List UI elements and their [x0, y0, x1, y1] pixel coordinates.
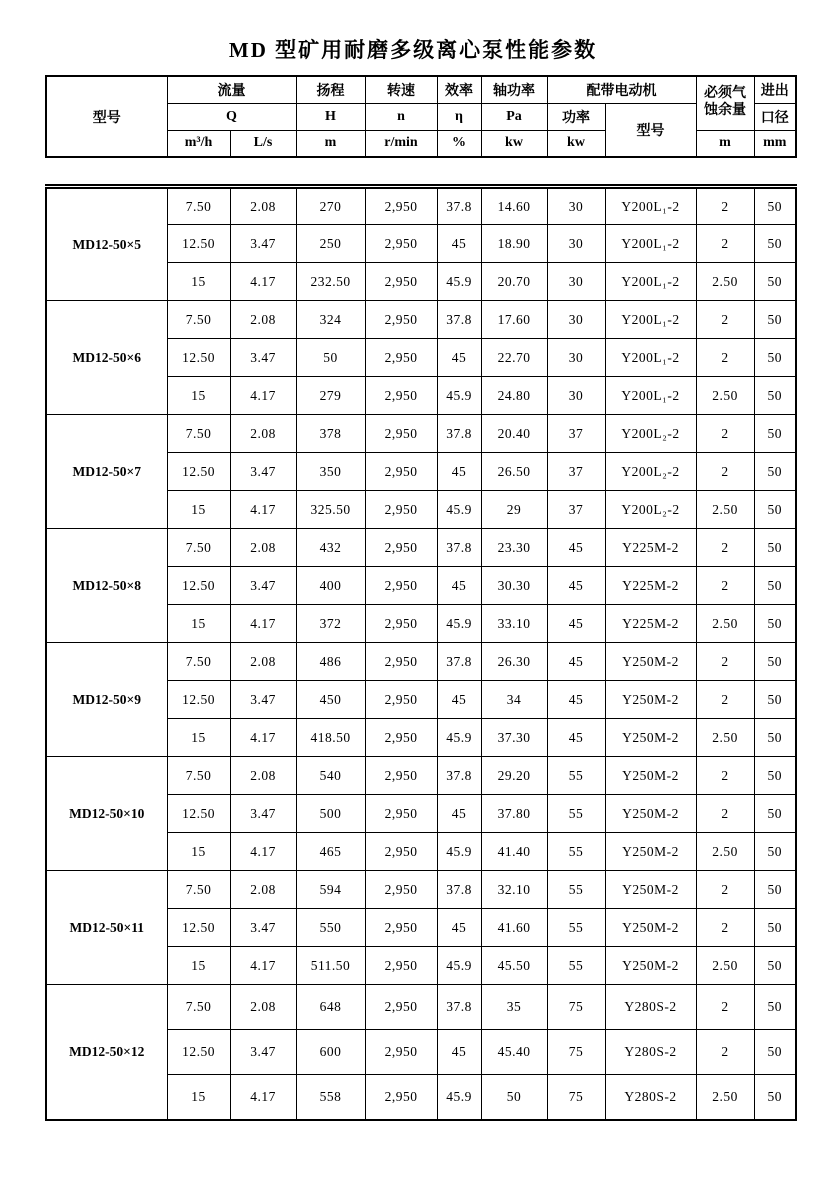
col-header-npsh	[696, 76, 754, 130]
col-header-motor-power: 功率	[547, 103, 605, 130]
cell-port-mm: 50	[754, 947, 796, 985]
cell-speed-rpm: 2,950	[365, 377, 437, 415]
cell-npsh-m: 2	[696, 529, 754, 567]
cell-speed-rpm: 2,950	[365, 909, 437, 947]
cell-npsh-m: 2.50	[696, 263, 754, 301]
col-header-flow: 流量	[167, 76, 296, 103]
cell-speed-rpm: 2,950	[365, 1075, 437, 1120]
cell-flow-m3h: 7.50	[167, 415, 230, 453]
cell-efficiency-pct: 45.9	[437, 377, 481, 415]
cell-motor-model: Y200L₁-2	[605, 263, 696, 301]
cell-npsh-m: 2	[696, 985, 754, 1030]
cell-efficiency-pct: 45	[437, 453, 481, 491]
unit-npsh-m: m	[696, 130, 754, 157]
cell-head-m: 350	[296, 453, 365, 491]
col-header-shaft-power: 轴功率	[481, 76, 547, 103]
cell-head-m: 232.50	[296, 263, 365, 301]
cell-port-mm: 50	[754, 757, 796, 795]
cell-speed-rpm: 2,950	[365, 947, 437, 985]
cell-npsh-m: 2.50	[696, 947, 754, 985]
cell-motor-model: Y200L₂-2	[605, 453, 696, 491]
cell-speed-rpm: 2,950	[365, 567, 437, 605]
cell-port-mm: 50	[754, 377, 796, 415]
cell-npsh-m: 2	[696, 225, 754, 263]
cell-shaft-power-kw: 22.70	[481, 339, 547, 377]
cell-efficiency-pct: 45	[437, 909, 481, 947]
cell-motor-model: Y250M-2	[605, 719, 696, 757]
col-header-motor: 配带电动机	[547, 76, 696, 103]
cell-motor-power-kw: 37	[547, 491, 605, 529]
table-row	[46, 985, 796, 1030]
cell-flow-ls: 3.47	[230, 795, 296, 833]
table-row	[46, 529, 796, 567]
col-header-pump-model: 型号	[46, 76, 167, 157]
cell-head-m: 418.50	[296, 719, 365, 757]
cell-shaft-power-kw: 20.70	[481, 263, 547, 301]
cell-flow-ls: 2.08	[230, 415, 296, 453]
cell-flow-ls: 2.08	[230, 643, 296, 681]
cell-speed-rpm: 2,950	[365, 833, 437, 871]
cell-speed-rpm: 2,950	[365, 491, 437, 529]
cell-npsh-m: 2	[696, 187, 754, 225]
cell-flow-m3h: 15	[167, 491, 230, 529]
cell-motor-model: Y250M-2	[605, 795, 696, 833]
cell-shaft-power-kw: 34	[481, 681, 547, 719]
cell-flow-m3h: 7.50	[167, 187, 230, 225]
npsh-label-line2: 蚀余量	[704, 103, 746, 119]
data-table	[45, 184, 797, 1121]
cell-motor-model: Y280S-2	[605, 1075, 696, 1120]
cell-speed-rpm: 2,950	[365, 301, 437, 339]
cell-flow-m3h: 12.50	[167, 795, 230, 833]
cell-npsh-m: 2	[696, 301, 754, 339]
cell-npsh-m: 2.50	[696, 719, 754, 757]
cell-head-m: 600	[296, 1030, 365, 1075]
cell-flow-ls: 4.17	[230, 605, 296, 643]
cell-shaft-power-kw: 41.40	[481, 833, 547, 871]
col-header-port-line2: 口径	[754, 103, 796, 130]
cell-port-mm: 50	[754, 909, 796, 947]
cell-flow-ls: 2.08	[230, 985, 296, 1030]
cell-motor-model: Y200L₁-2	[605, 225, 696, 263]
cell-flow-m3h: 7.50	[167, 871, 230, 909]
cell-port-mm: 50	[754, 263, 796, 301]
cell-head-m: 432	[296, 529, 365, 567]
cell-efficiency-pct: 37.8	[437, 529, 481, 567]
cell-shaft-power-kw: 23.30	[481, 529, 547, 567]
cell-speed-rpm: 2,950	[365, 415, 437, 453]
cell-motor-power-kw: 37	[547, 415, 605, 453]
cell-motor-power-kw: 45	[547, 605, 605, 643]
cell-efficiency-pct: 45.9	[437, 1075, 481, 1120]
cell-efficiency-pct: 45	[437, 567, 481, 605]
cell-motor-model: Y250M-2	[605, 681, 696, 719]
cell-motor-power-kw: 45	[547, 681, 605, 719]
cell-port-mm: 50	[754, 795, 796, 833]
cell-head-m: 325.50	[296, 491, 365, 529]
cell-npsh-m: 2.50	[696, 377, 754, 415]
cell-efficiency-pct: 37.8	[437, 301, 481, 339]
cell-flow-m3h: 12.50	[167, 909, 230, 947]
unit-shaft-power-kw: kw	[481, 130, 547, 157]
cell-motor-power-kw: 30	[547, 263, 605, 301]
cell-head-m: 465	[296, 833, 365, 871]
cell-shaft-power-kw: 32.10	[481, 871, 547, 909]
cell-flow-ls: 3.47	[230, 225, 296, 263]
table-row	[46, 757, 796, 795]
cell-npsh-m: 2.50	[696, 605, 754, 643]
table-row	[46, 187, 796, 225]
cell-shaft-power-kw: 18.90	[481, 225, 547, 263]
cell-flow-ls: 3.47	[230, 453, 296, 491]
cell-motor-model: Y280S-2	[605, 985, 696, 1030]
cell-efficiency-pct: 45	[437, 339, 481, 377]
cell-npsh-m: 2	[696, 871, 754, 909]
cell-npsh-m: 2.50	[696, 833, 754, 871]
cell-efficiency-pct: 37.8	[437, 415, 481, 453]
cell-speed-rpm: 2,950	[365, 263, 437, 301]
table-row	[46, 415, 796, 453]
cell-flow-m3h: 7.50	[167, 301, 230, 339]
symbol-head-h: H	[296, 103, 365, 130]
cell-port-mm: 50	[754, 529, 796, 567]
cell-flow-m3h: 12.50	[167, 339, 230, 377]
cell-motor-power-kw: 55	[547, 909, 605, 947]
cell-head-m: 400	[296, 567, 365, 605]
cell-flow-ls: 4.17	[230, 491, 296, 529]
cell-motor-power-kw: 75	[547, 1075, 605, 1120]
cell-motor-power-kw: 75	[547, 1030, 605, 1075]
cell-npsh-m: 2	[696, 643, 754, 681]
cell-shaft-power-kw: 26.50	[481, 453, 547, 491]
cell-head-m: 250	[296, 225, 365, 263]
unit-flow-ls: L/s	[230, 130, 296, 157]
unit-motor-power-kw: kw	[547, 130, 605, 157]
cell-flow-ls: 2.08	[230, 529, 296, 567]
pump-model-cell: MD12-50×6	[46, 301, 167, 415]
cell-head-m: 500	[296, 795, 365, 833]
cell-port-mm: 50	[754, 567, 796, 605]
cell-shaft-power-kw: 45.40	[481, 1030, 547, 1075]
cell-motor-power-kw: 30	[547, 301, 605, 339]
cell-motor-power-kw: 45	[547, 643, 605, 681]
cell-flow-ls: 4.17	[230, 947, 296, 985]
cell-motor-model: Y250M-2	[605, 871, 696, 909]
cell-npsh-m: 2	[696, 339, 754, 377]
cell-shaft-power-kw: 37.30	[481, 719, 547, 757]
cell-efficiency-pct: 45.9	[437, 263, 481, 301]
cell-head-m: 558	[296, 1075, 365, 1120]
col-header-speed: 转速	[365, 76, 437, 103]
cell-shaft-power-kw: 26.30	[481, 643, 547, 681]
unit-flow-m3h: m³/h	[167, 130, 230, 157]
cell-port-mm: 50	[754, 1030, 796, 1075]
cell-shaft-power-kw: 29.20	[481, 757, 547, 795]
cell-npsh-m: 2	[696, 567, 754, 605]
cell-port-mm: 50	[754, 187, 796, 225]
cell-flow-m3h: 12.50	[167, 225, 230, 263]
cell-flow-ls: 4.17	[230, 1075, 296, 1120]
cell-flow-ls: 3.47	[230, 339, 296, 377]
cell-npsh-m: 2	[696, 453, 754, 491]
cell-speed-rpm: 2,950	[365, 985, 437, 1030]
cell-motor-model: Y200L₁-2	[605, 377, 696, 415]
cell-flow-m3h: 15	[167, 1075, 230, 1120]
cell-head-m: 270	[296, 187, 365, 225]
cell-flow-ls: 4.17	[230, 377, 296, 415]
cell-port-mm: 50	[754, 605, 796, 643]
cell-motor-power-kw: 37	[547, 453, 605, 491]
cell-flow-m3h: 7.50	[167, 529, 230, 567]
cell-flow-ls: 4.17	[230, 719, 296, 757]
cell-flow-m3h: 7.50	[167, 643, 230, 681]
cell-motor-model: Y250M-2	[605, 833, 696, 871]
pump-model-cell: MD12-50×10	[46, 757, 167, 871]
cell-port-mm: 50	[754, 491, 796, 529]
cell-efficiency-pct: 45.9	[437, 947, 481, 985]
cell-motor-power-kw: 30	[547, 377, 605, 415]
cell-motor-power-kw: 75	[547, 985, 605, 1030]
cell-motor-model: Y225M-2	[605, 567, 696, 605]
cell-port-mm: 50	[754, 681, 796, 719]
npsh-label-line1: 必须气	[704, 86, 746, 102]
cell-port-mm: 50	[754, 453, 796, 491]
cell-shaft-power-kw: 35	[481, 985, 547, 1030]
cell-efficiency-pct: 45	[437, 225, 481, 263]
cell-shaft-power-kw: 20.40	[481, 415, 547, 453]
cell-motor-model: Y250M-2	[605, 643, 696, 681]
cell-flow-m3h: 15	[167, 947, 230, 985]
cell-speed-rpm: 2,950	[365, 453, 437, 491]
cell-motor-power-kw: 55	[547, 947, 605, 985]
pump-model-cell: MD12-50×5	[46, 187, 167, 301]
cell-port-mm: 50	[754, 301, 796, 339]
cell-port-mm: 50	[754, 643, 796, 681]
cell-flow-ls: 2.08	[230, 187, 296, 225]
cell-shaft-power-kw: 17.60	[481, 301, 547, 339]
cell-efficiency-pct: 45.9	[437, 833, 481, 871]
symbol-flow-q: Q	[167, 103, 296, 130]
pump-model-cell: MD12-50×9	[46, 643, 167, 757]
cell-npsh-m: 2	[696, 681, 754, 719]
cell-npsh-m: 2	[696, 757, 754, 795]
cell-head-m: 486	[296, 643, 365, 681]
cell-port-mm: 50	[754, 985, 796, 1030]
cell-head-m: 511.50	[296, 947, 365, 985]
page-title: MD 型矿用耐磨多级离心泵性能参数	[228, 38, 598, 62]
cell-motor-power-kw: 55	[547, 871, 605, 909]
cell-head-m: 550	[296, 909, 365, 947]
cell-speed-rpm: 2,950	[365, 529, 437, 567]
cell-flow-m3h: 12.50	[167, 1030, 230, 1075]
cell-motor-power-kw: 45	[547, 719, 605, 757]
cell-motor-model: Y200L₂-2	[605, 491, 696, 529]
cell-flow-m3h: 12.50	[167, 681, 230, 719]
symbol-shaft-power-pa: Pa	[481, 103, 547, 130]
cell-npsh-m: 2	[696, 415, 754, 453]
cell-shaft-power-kw: 37.80	[481, 795, 547, 833]
cell-port-mm: 50	[754, 225, 796, 263]
cell-head-m: 450	[296, 681, 365, 719]
cell-efficiency-pct: 37.8	[437, 985, 481, 1030]
cell-shaft-power-kw: 29	[481, 491, 547, 529]
cell-efficiency-pct: 37.8	[437, 757, 481, 795]
cell-npsh-m: 2	[696, 1030, 754, 1075]
cell-shaft-power-kw: 50	[481, 1075, 547, 1120]
cell-flow-m3h: 7.50	[167, 985, 230, 1030]
cell-flow-ls: 4.17	[230, 833, 296, 871]
cell-head-m: 378	[296, 415, 365, 453]
table-header	[46, 76, 796, 157]
cell-speed-rpm: 2,950	[365, 225, 437, 263]
cell-flow-ls: 3.47	[230, 1030, 296, 1075]
cell-port-mm: 50	[754, 871, 796, 909]
cell-efficiency-pct: 37.8	[437, 643, 481, 681]
cell-flow-m3h: 15	[167, 833, 230, 871]
cell-npsh-m: 2	[696, 795, 754, 833]
unit-efficiency-pct: %	[437, 130, 481, 157]
cell-head-m: 279	[296, 377, 365, 415]
unit-head-m: m	[296, 130, 365, 157]
col-header-motor-model: 型号	[605, 103, 696, 157]
col-header-head: 扬程	[296, 76, 365, 103]
cell-motor-model: Y200L₁-2	[605, 339, 696, 377]
cell-motor-model: Y200L₁-2	[605, 187, 696, 225]
cell-flow-ls: 3.47	[230, 681, 296, 719]
cell-efficiency-pct: 45.9	[437, 605, 481, 643]
cell-speed-rpm: 2,950	[365, 605, 437, 643]
cell-flow-ls: 3.47	[230, 567, 296, 605]
cell-speed-rpm: 2,950	[365, 757, 437, 795]
cell-efficiency-pct: 45	[437, 681, 481, 719]
symbol-speed-n: n	[365, 103, 437, 130]
table-row	[46, 871, 796, 909]
cell-flow-m3h: 15	[167, 263, 230, 301]
cell-efficiency-pct: 45	[437, 1030, 481, 1075]
cell-motor-model: Y200L₁-2	[605, 301, 696, 339]
symbol-efficiency-eta: η	[437, 103, 481, 130]
cell-flow-m3h: 7.50	[167, 757, 230, 795]
pump-model-cell: MD12-50×7	[46, 415, 167, 529]
cell-shaft-power-kw: 41.60	[481, 909, 547, 947]
cell-motor-power-kw: 55	[547, 833, 605, 871]
table-row	[46, 643, 796, 681]
cell-port-mm: 50	[754, 833, 796, 871]
cell-port-mm: 50	[754, 339, 796, 377]
cell-head-m: 50	[296, 339, 365, 377]
cell-flow-m3h: 15	[167, 377, 230, 415]
cell-speed-rpm: 2,950	[365, 1030, 437, 1075]
cell-npsh-m: 2.50	[696, 1075, 754, 1120]
cell-speed-rpm: 2,950	[365, 187, 437, 225]
unit-speed-rpm: r/min	[365, 130, 437, 157]
pump-model-cell: MD12-50×12	[46, 985, 167, 1120]
cell-efficiency-pct: 45.9	[437, 719, 481, 757]
header-row-1	[46, 76, 796, 103]
cell-shaft-power-kw: 45.50	[481, 947, 547, 985]
cell-speed-rpm: 2,950	[365, 719, 437, 757]
cell-motor-model: Y200L₂-2	[605, 415, 696, 453]
cell-speed-rpm: 2,950	[365, 681, 437, 719]
cell-flow-ls: 2.08	[230, 871, 296, 909]
cell-motor-model: Y225M-2	[605, 605, 696, 643]
cell-speed-rpm: 2,950	[365, 795, 437, 833]
cell-motor-model: Y250M-2	[605, 757, 696, 795]
cell-port-mm: 50	[754, 719, 796, 757]
cell-head-m: 540	[296, 757, 365, 795]
cell-port-mm: 50	[754, 1075, 796, 1120]
cell-motor-model: Y280S-2	[605, 1030, 696, 1075]
cell-flow-ls: 2.08	[230, 757, 296, 795]
cell-head-m: 372	[296, 605, 365, 643]
spec-tables-container	[45, 75, 795, 1121]
col-header-efficiency: 效率	[437, 76, 481, 103]
cell-efficiency-pct: 37.8	[437, 871, 481, 909]
cell-shaft-power-kw: 24.80	[481, 377, 547, 415]
cell-flow-m3h: 12.50	[167, 567, 230, 605]
pump-model-cell: MD12-50×8	[46, 529, 167, 643]
cell-npsh-m: 2.50	[696, 491, 754, 529]
cell-shaft-power-kw: 33.10	[481, 605, 547, 643]
col-header-port-line1: 进出	[754, 76, 796, 103]
cell-motor-power-kw: 45	[547, 567, 605, 605]
cell-shaft-power-kw: 14.60	[481, 187, 547, 225]
cell-motor-model: Y250M-2	[605, 947, 696, 985]
cell-flow-m3h: 15	[167, 605, 230, 643]
cell-motor-power-kw: 30	[547, 339, 605, 377]
cell-flow-ls: 4.17	[230, 263, 296, 301]
unit-port-mm: mm	[754, 130, 796, 157]
cell-speed-rpm: 2,950	[365, 339, 437, 377]
pump-table-body	[46, 187, 796, 1120]
cell-speed-rpm: 2,950	[365, 871, 437, 909]
cell-efficiency-pct: 45	[437, 795, 481, 833]
cell-npsh-m: 2	[696, 909, 754, 947]
cell-head-m: 594	[296, 871, 365, 909]
cell-flow-m3h: 15	[167, 719, 230, 757]
table-row	[46, 301, 796, 339]
cell-flow-ls: 3.47	[230, 909, 296, 947]
cell-head-m: 648	[296, 985, 365, 1030]
cell-motor-power-kw: 55	[547, 757, 605, 795]
cell-efficiency-pct: 45.9	[437, 491, 481, 529]
cell-motor-model: Y225M-2	[605, 529, 696, 567]
cell-motor-model: Y250M-2	[605, 909, 696, 947]
cell-port-mm: 50	[754, 415, 796, 453]
cell-flow-m3h: 12.50	[167, 453, 230, 491]
cell-motor-power-kw: 30	[547, 187, 605, 225]
header-table	[45, 75, 797, 158]
pump-model-cell: MD12-50×11	[46, 871, 167, 985]
cell-shaft-power-kw: 30.30	[481, 567, 547, 605]
cell-motor-power-kw: 55	[547, 795, 605, 833]
cell-motor-power-kw: 30	[547, 225, 605, 263]
cell-flow-ls: 2.08	[230, 301, 296, 339]
cell-speed-rpm: 2,950	[365, 643, 437, 681]
cell-motor-power-kw: 45	[547, 529, 605, 567]
cell-efficiency-pct: 37.8	[437, 187, 481, 225]
cell-head-m: 324	[296, 301, 365, 339]
